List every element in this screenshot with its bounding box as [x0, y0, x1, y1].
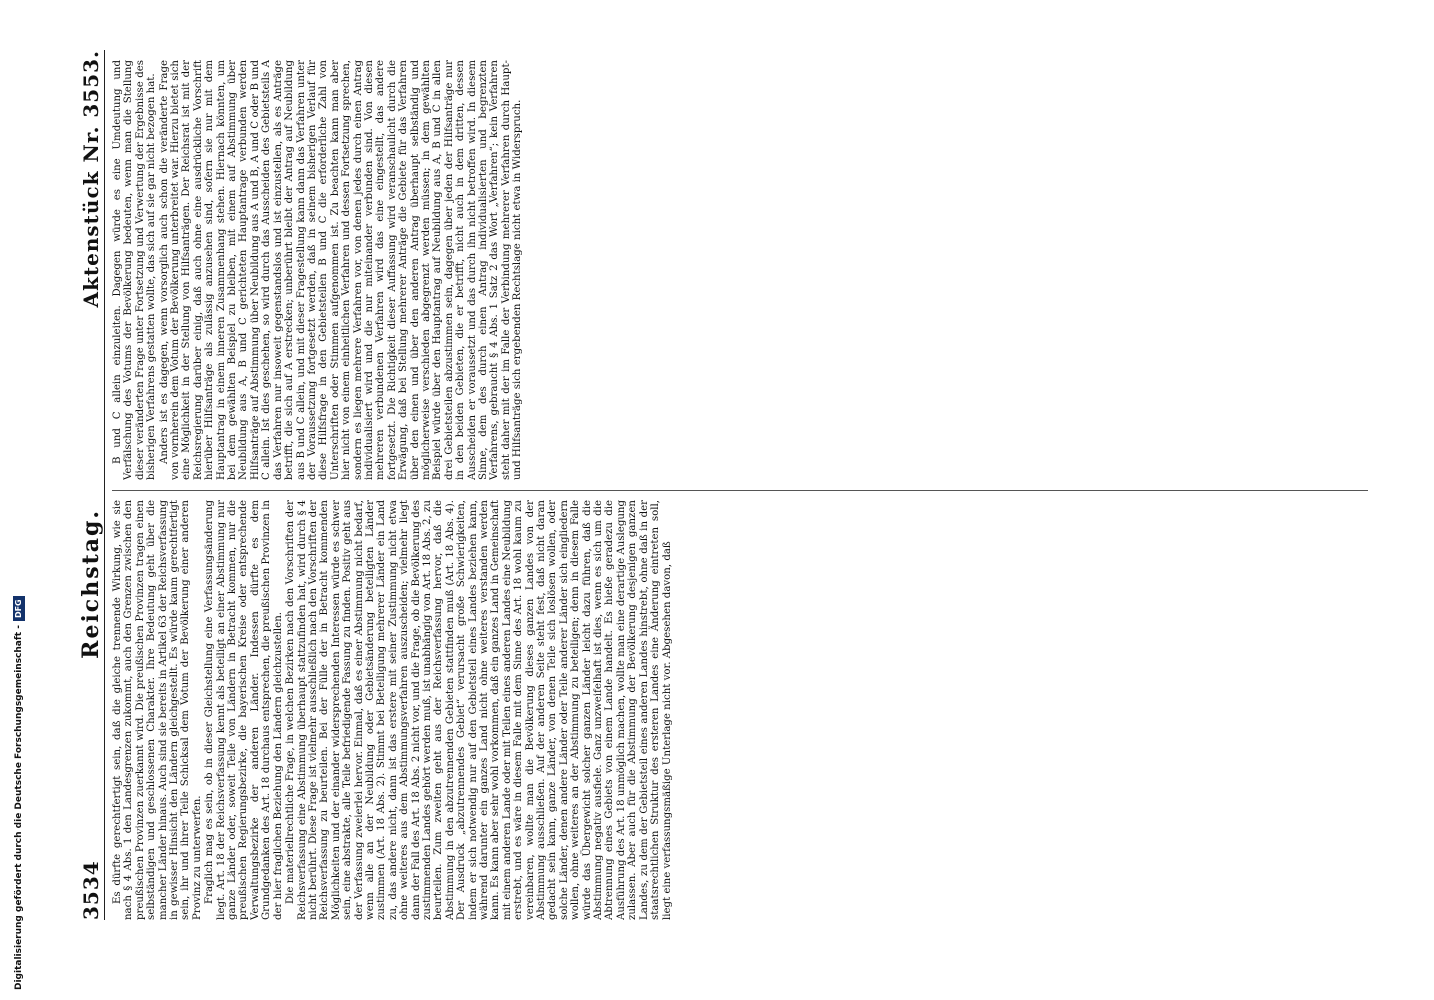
paragraph: Die materiellrechtliche Frage, in welchen Bezirken nach den Vorschriften der Reichsverfassung eine Abstimmung überhaupt stattzufinden hat, wird durch § 4 nicht berührt. Diese Frage ist vielmehr ausschließlich nach den Vorschriften der Reichsverfassung zu beurteilen. Bei der Fülle der in Betracht kommenden Möglichkeiten und der einander widersprechenden Interessen würde es schwer sein, eine abstrakte, alle Teile befriedigende Fassung zu finden. Positiv geht aus der Verfassung zweierlei hervor. Einmal, daß es einer Abstimmung nicht bedarf, wenn alle an der Neubildung oder Gebietsänderung beteiligten Länder zustimmen (Art. 18 Abs. 2). Stimmt bei Beteiligung mehrerer Länder ein Land zu, das andere nicht, dann ist das erstere mit seiner Zustimmung nicht etwa ohne weiteres aus dem Abstimmungsverfahren auszuscheiden; vielmehr liegt dann der Fall des Art. 18 Abs. 2 nicht vor, und die Frage, ob die Bevölkerung des zustimmenden Landes gehört werden muß, ist unabhängig von Art. 18 Abs. 2, zu beurteilen. Zum zweiten geht aus der Reichsverfassung hervor, daß die Abstimmung in den abzutrennenden Gebieten stattfinden muß (Art. 18 Abs. 4). Der Ausdruck „abzutrennendes Gebiet“ verursacht große Schwierigkeiten, indem er sich notwendig nur auf den Gebietsteil eines Landes beziehen kann, während darunter ein ganzes Land nicht ohne weiteres verstanden werden kann. Es kann aber sehr wohl vorkommen, daß ein ganzes Land in Gemeinschaft mit einem anderen Lande oder mit Teilen eines anderen Landes eine Neubildung erstrebt, und es wäre in diesem Falle mit dem Sinne des Art. 18 wohl kaum zu vereinbaren, wollte man die Bevölkerung dieses ganzen Landes von der Abstimmung ausschließen. Auf der anderen Seite steht fest, daß nicht daran gedacht sein kann, ganze Länder, von denen Teile sich loslösen wollen, oder solche Länder, denen andere Länder oder Teile anderer Länder sich eingliedern wollen, ohne weiteres an der Abstimmung zu beteiligen; denn in diesem Falle würde das Übergewicht solcher ganzen Länder leicht dazu führen, daß die Abstimmung negativ ausfiele. Ganz unzweifelhaft ist dies, wenn es sich um die Abtrennung eines Gebiets von einem Lande handelt. Es hieße geradezu die Ausführung des Art. 18 unmöglich machen, wollte man eine derartige Auslegung zulassen. Aber auch für die Abstimmung der Bevölkerung desjenigen ganzen Landes, zu dem der Gebietsteil eines anderen Landes hinstrebt, ohne daß in der staatsrechtlichen Struktur des ersteren Landes eine Änderung eintreten soll, liegt eine verfassungsmäßige Unterlage nicht vor. Abgesehen davon, daß	[285, 500, 673, 920]
paragraph: Es dürfte gerechtfertigt sein, daß die gleiche trennende Wirkung, wie sie nach § 4 Abs. 1 den Landesgrenzen zukommt, auch den Grenzen zwischen den preußischen Provinzen zuerkannt wird. Die preußischen Provinzen tragen einen selbständigen und geschlossenen Charakter. Ihre Bedeutung geht über die mancher Länder hinaus. Auch sind sie bereits in Artikel 63 der Reichsverfassung in gewisser Hinsicht den Ländern gleichgestellt. Es würde kaum gerechtfertigt sein, ihr und ihrer Teile Schicksal dem Votum der Bevölkerung einer anderen Provinz zu unterwerfen.	[112, 500, 203, 920]
paragraph: Fraglich mag es sein, ob in dieser Gleichstellung eine Verfassungsänderung liegt. Art. 18 der Reichsverfassung kennt als beteiligt an einer Abstimmung nur ganze Länder oder, soweit Teile von Ländern in Betracht kommen, nur die preußischen Regierungsbezirke, die bayerischen Kreise oder entsprechende Verwaltungsbezirke der anderen Länder. Indessen dürfte es dem Grundgedanken des Art. 18 durchaus entsprechen, die preußischen Provinzen in der hier fraglichen Beziehung den Ländern gleichzustellen.	[204, 500, 284, 920]
page-title: Reichstag.	[78, 508, 104, 659]
digitization-credit	[12, 590, 26, 990]
paragraph: Anders ist es dagegen, wenn vorsorglich auch schon die veränderte Frage von vornherein dem Votum der Bevölkerung unterbreitet war. Hierzu bietet sich eine Möglichkeit in der Stellung von Hilfsanträgen. Der Reichsrat ist mit der Reichsregierung darüber einig, daß auch ohne eine ausdrückliche Vorschrift hierüber Hilfsanträge als zulässig anzusehen sind, sofern sie nur mit dem Hauptantrag in einem inneren Zusammenhang stehen. Hiernach könnten, um bei dem gewählten Beispiel zu bleiben, mit einem auf Abstimmung über Neubildung aus A, B und C gerichteten Hauptantrage verbunden werden Hilfsanträge auf Abstimmung über Neubildung aus A und B, A und C oder B und C allein. Ist dies geschehen, so wird durch das Ausscheiden des Gebietsteils A das Verfahren nur insoweit gegenstandslos und ist einzustellen, als es Anträge betrifft, die sich auf A erstrecken; unberührt bleibt der Antrag auf Neubildung aus B und C allein, und mit dieser Fragestellung kann dann das Verfahren unter der Voraussetzung fortgesetzt werden, daß in seinem bisherigen Verlauf für diese Hilfsfrage in den Gebietsteilen B und C die erforderliche Zahl von Unterschriften oder Stimmen aufgenommen ist. Zu beachten kann man aber hier nicht von einem einheitlichen Verfahren und dessen Fortsetzung sprechen, sondern es liegen mehrere Verfahren vor, von denen jedes durch einen Antrag individualisiert wird und die nur miteinander verbunden sind. Von diesen mehreren verbundenen Verfahren wird das eine eingestellt, das andere fortgesetzt. Die Richtigkeit dieser Auffassung wird veranschaulicht durch die Erwägung, daß bei Stellung mehrerer Anträge die Gebiete für das Verfahren über den einen und über den anderen Antrag überhaupt selbständig und möglicherweise verschieden abgegrenzt werden müssen; in dem gewählten Beispiel würde über den Hauptantrag auf Neubildung aus A, B und C in allen drei Gebietsteilen abzustimmen sein, dagegen über jeden der Hilfsanträge nur in den beiden Gebieten, die er betrifft, nicht auch in dem dritten, dessen Ausscheiden er voraussetzt und das durch ihn nicht betroffen wird. In diesem Sinne, dem des durch einen Antrag individualisierten und begrenzten Verfahrens, gebraucht § 4 Abs. 1 Satz 2 das Wort „Verfahren“; kein Verfahren steht daher mit der im Falle der Verbindung mehrerer Verfahren durch Haupt- und Hilfsanträge sich ergebenden Rechtslage nicht etwa in Widerspruch.	[158, 60, 524, 480]
page-number: 3534	[79, 860, 103, 920]
paragraph: B und C allein einzuleiten. Dagegen würde es eine Umdeutung und Verfälschung des Votums der Bevölkerung bedeuten, wenn man die Stellung dieser veränderten Frage unter Fortsetzung und Verwertung der Ergebnisse des bisherigen Verfahrens gestatten wollte, das sich auf sie gar nicht bezogen hat.	[112, 60, 158, 480]
credit-text: Digitalisierung gefördert durch die Deutsche Forschungsgemeinschaft -	[14, 625, 24, 990]
dfg-logo: DFG	[13, 596, 25, 621]
document-number: Aktenstück Nr. 3553.	[79, 50, 103, 308]
